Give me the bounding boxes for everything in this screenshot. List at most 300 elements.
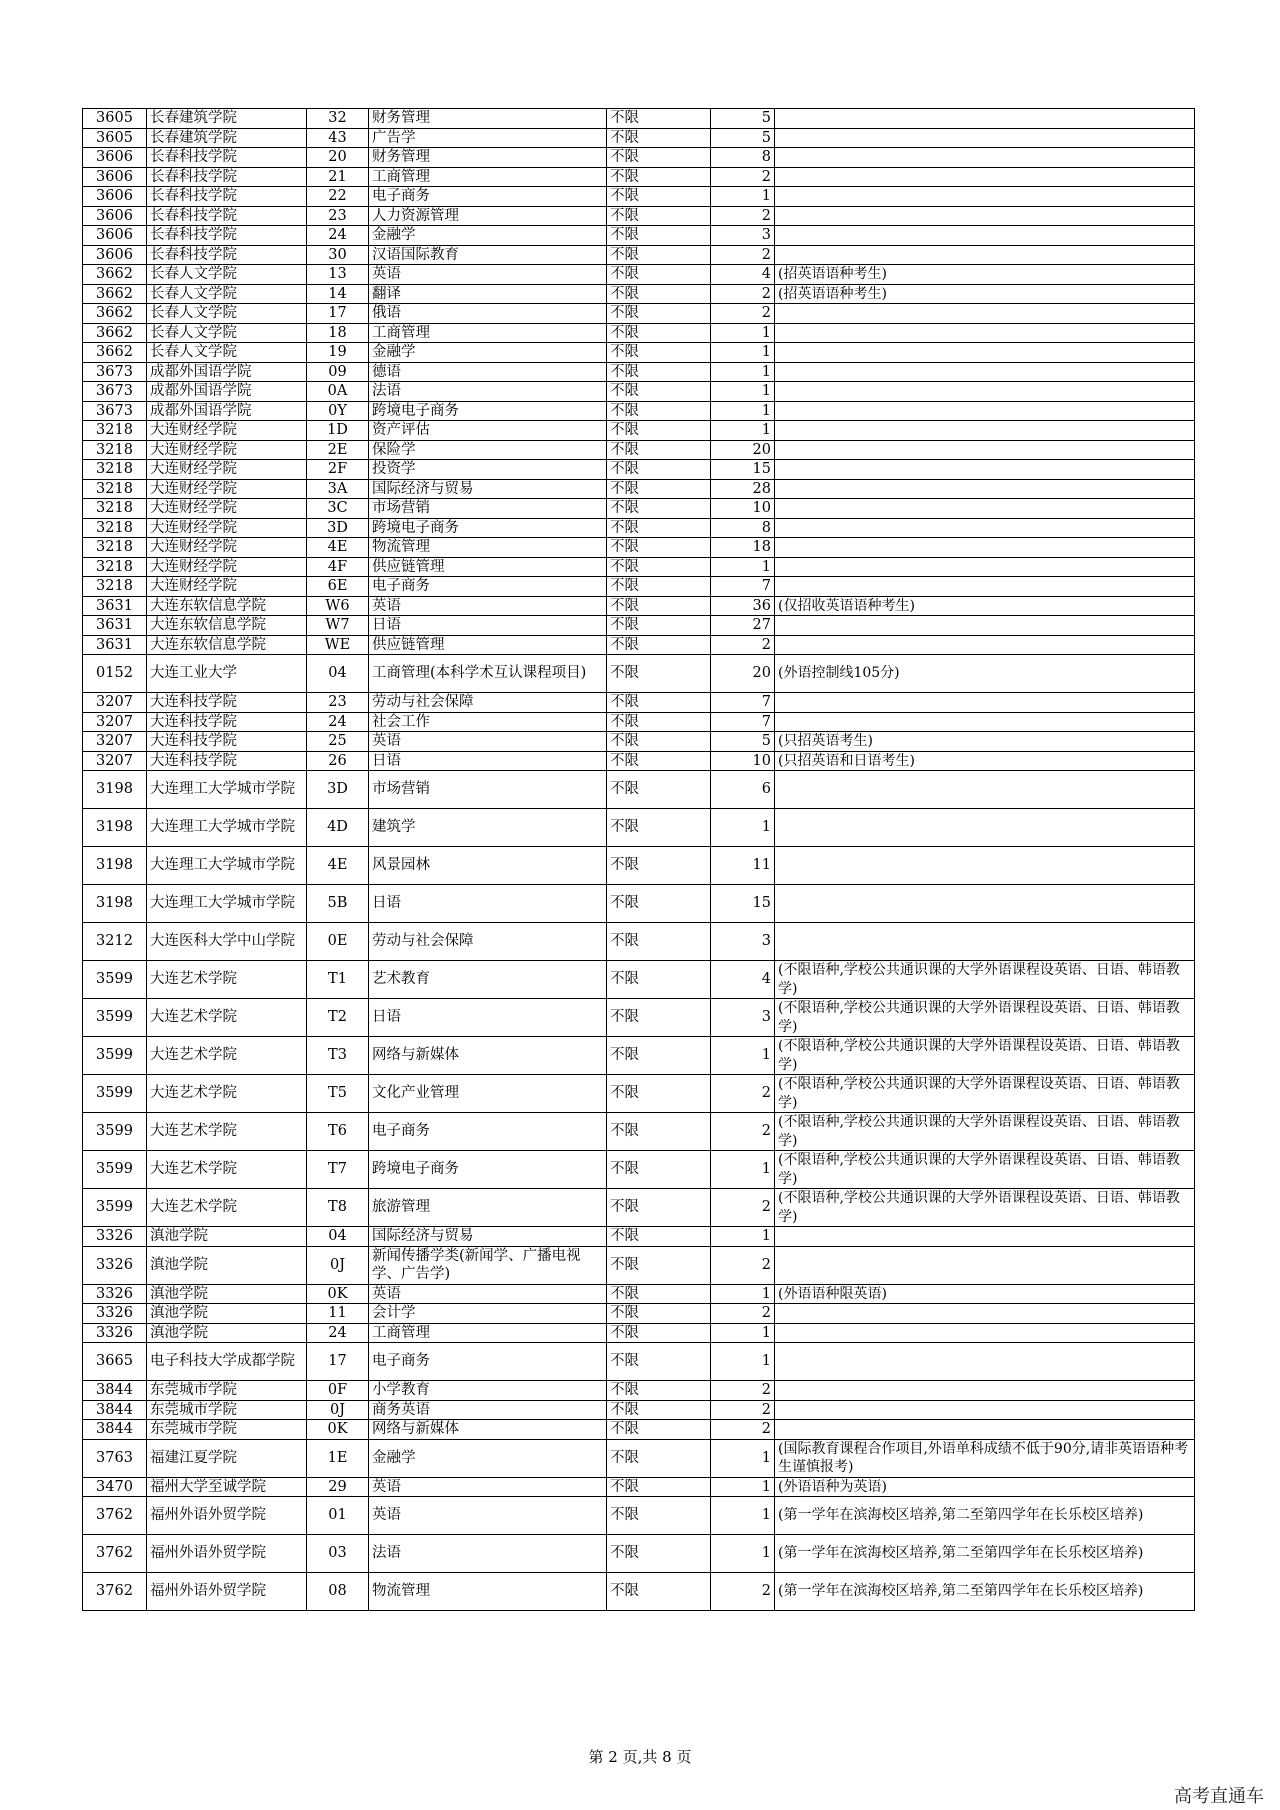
major-name-cell: 法语 <box>369 1535 607 1573</box>
school-name-cell: 电子科技大学成都学院 <box>147 1343 307 1381</box>
subject-requirement-cell: 不限 <box>607 771 711 809</box>
subject-requirement-cell: 不限 <box>607 440 711 460</box>
plan-count-cell: 8 <box>711 518 775 538</box>
school-code-cell: 3207 <box>83 732 147 752</box>
remarks-cell <box>775 1400 1195 1420</box>
major-name-cell: 劳动与社会保障 <box>369 693 607 713</box>
plan-count-cell: 1 <box>711 1284 775 1304</box>
remarks-cell <box>775 401 1195 421</box>
subject-requirement-cell: 不限 <box>607 1497 711 1535</box>
remarks-cell <box>775 479 1195 499</box>
subject-requirement-cell: 不限 <box>607 1284 711 1304</box>
school-name-cell: 大连艺术学院 <box>147 961 307 999</box>
table-row <box>83 401 1195 421</box>
subject-requirement-cell: 不限 <box>607 1075 711 1113</box>
plan-count-cell: 2 <box>711 1304 775 1324</box>
table-row <box>83 245 1195 265</box>
remarks-cell <box>775 323 1195 343</box>
table-row <box>83 148 1195 168</box>
table-row <box>83 343 1195 363</box>
major-name-cell: 日语 <box>369 885 607 923</box>
school-name-cell: 大连理工大学城市学院 <box>147 847 307 885</box>
school-code-cell: 3218 <box>83 421 147 441</box>
subject-requirement-cell: 不限 <box>607 167 711 187</box>
major-name-cell: 俄语 <box>369 304 607 324</box>
table-row <box>83 655 1195 693</box>
school-name-cell: 大连财经学院 <box>147 479 307 499</box>
remarks-cell <box>775 382 1195 402</box>
plan-count-cell: 1 <box>711 1343 775 1381</box>
subject-requirement-cell: 不限 <box>607 885 711 923</box>
subject-requirement-cell: 不限 <box>607 382 711 402</box>
major-name-cell: 英语 <box>369 265 607 285</box>
school-code-cell: 3673 <box>83 401 147 421</box>
subject-requirement-cell: 不限 <box>607 596 711 616</box>
remarks-cell: (不限语种,学校公共通识课的大学外语课程设英语、日语、韩语教学) <box>775 1037 1195 1075</box>
major-code-cell: 23 <box>307 693 369 713</box>
major-name-cell: 供应链管理 <box>369 635 607 655</box>
school-code-cell: 3599 <box>83 999 147 1037</box>
school-code-cell: 3198 <box>83 885 147 923</box>
subject-requirement-cell: 不限 <box>607 187 711 207</box>
major-code-cell: 25 <box>307 732 369 752</box>
remarks-cell: (不限语种,学校公共通识课的大学外语课程设英语、日语、韩语教学) <box>775 1151 1195 1189</box>
school-code-cell: 3218 <box>83 440 147 460</box>
table-row <box>83 732 1195 752</box>
plan-count-cell: 2 <box>711 245 775 265</box>
remarks-cell <box>775 1420 1195 1440</box>
remarks-cell <box>775 167 1195 187</box>
plan-count-cell: 8 <box>711 148 775 168</box>
table-row <box>83 847 1195 885</box>
subject-requirement-cell: 不限 <box>607 1420 711 1440</box>
major-code-cell: T2 <box>307 999 369 1037</box>
major-name-cell: 市场营销 <box>369 499 607 519</box>
school-name-cell: 长春科技学院 <box>147 167 307 187</box>
plan-count-cell: 2 <box>711 1189 775 1227</box>
subject-requirement-cell: 不限 <box>607 1439 711 1477</box>
plan-count-cell: 1 <box>711 1037 775 1075</box>
school-name-cell: 滇池学院 <box>147 1246 307 1284</box>
table-row <box>83 499 1195 519</box>
plan-count-cell: 3 <box>711 923 775 961</box>
major-code-cell: 0A <box>307 382 369 402</box>
plan-count-cell: 2 <box>711 1246 775 1284</box>
school-name-cell: 大连医科大学中山学院 <box>147 923 307 961</box>
table-row <box>83 1189 1195 1227</box>
subject-requirement-cell: 不限 <box>607 1573 711 1611</box>
subject-requirement-cell: 不限 <box>607 1323 711 1343</box>
major-name-cell: 旅游管理 <box>369 1189 607 1227</box>
subject-requirement-cell: 不限 <box>607 1304 711 1324</box>
major-name-cell: 德语 <box>369 362 607 382</box>
school-code-cell: 3762 <box>83 1535 147 1573</box>
major-name-cell: 英语 <box>369 732 607 752</box>
major-code-cell: 0J <box>307 1246 369 1284</box>
school-name-cell: 大连东软信息学院 <box>147 616 307 636</box>
remarks-cell <box>775 421 1195 441</box>
subject-requirement-cell: 不限 <box>607 712 711 732</box>
remarks-cell: (仅招收英语语种考生) <box>775 596 1195 616</box>
subject-requirement-cell: 不限 <box>607 265 711 285</box>
subject-requirement-cell: 不限 <box>607 1535 711 1573</box>
school-name-cell: 大连东软信息学院 <box>147 596 307 616</box>
remarks-cell <box>775 693 1195 713</box>
major-code-cell: 24 <box>307 1323 369 1343</box>
table-row <box>83 596 1195 616</box>
table-row <box>83 440 1195 460</box>
school-name-cell: 大连艺术学院 <box>147 1037 307 1075</box>
subject-requirement-cell: 不限 <box>607 557 711 577</box>
subject-requirement-cell: 不限 <box>607 245 711 265</box>
plan-count-cell: 5 <box>711 732 775 752</box>
plan-count-cell: 2 <box>711 167 775 187</box>
major-code-cell: 2F <box>307 460 369 480</box>
plan-count-cell: 1 <box>711 362 775 382</box>
remarks-cell <box>775 499 1195 519</box>
school-name-cell: 长春人文学院 <box>147 284 307 304</box>
remarks-cell: (不限语种,学校公共通识课的大学外语课程设英语、日语、韩语教学) <box>775 1075 1195 1113</box>
major-name-cell: 电子商务 <box>369 187 607 207</box>
school-name-cell: 长春科技学院 <box>147 187 307 207</box>
plan-count-cell: 2 <box>711 304 775 324</box>
major-name-cell: 会计学 <box>369 1304 607 1324</box>
plan-count-cell: 1 <box>711 343 775 363</box>
major-code-cell: 0E <box>307 923 369 961</box>
plan-count-cell: 1 <box>711 1323 775 1343</box>
remarks-cell <box>775 1323 1195 1343</box>
major-code-cell: 29 <box>307 1477 369 1497</box>
major-code-cell: 21 <box>307 167 369 187</box>
plan-count-cell: 2 <box>711 1381 775 1401</box>
remarks-cell: (第一学年在滨海校区培养,第二至第四学年在长乐校区培养) <box>775 1573 1195 1611</box>
subject-requirement-cell: 不限 <box>607 1381 711 1401</box>
table-row <box>83 1439 1195 1477</box>
major-code-cell: 17 <box>307 1343 369 1381</box>
plan-count-cell: 7 <box>711 693 775 713</box>
school-code-cell: 3763 <box>83 1439 147 1477</box>
plan-count-cell: 2 <box>711 1400 775 1420</box>
remarks-cell <box>775 557 1195 577</box>
table-row <box>83 1343 1195 1381</box>
major-name-cell: 电子商务 <box>369 1343 607 1381</box>
table-row <box>83 323 1195 343</box>
subject-requirement-cell: 不限 <box>607 1113 711 1151</box>
enrollment-table <box>82 108 1195 1611</box>
plan-count-cell: 2 <box>711 1113 775 1151</box>
major-name-cell: 英语 <box>369 596 607 616</box>
subject-requirement-cell: 不限 <box>607 847 711 885</box>
table-row <box>83 284 1195 304</box>
school-code-cell: 3326 <box>83 1227 147 1247</box>
school-name-cell: 大连工业大学 <box>147 655 307 693</box>
school-name-cell: 成都外国语学院 <box>147 382 307 402</box>
subject-requirement-cell: 不限 <box>607 343 711 363</box>
school-code-cell: 3631 <box>83 616 147 636</box>
major-code-cell: T1 <box>307 961 369 999</box>
remarks-cell <box>775 847 1195 885</box>
major-name-cell: 日语 <box>369 999 607 1037</box>
table-row <box>83 885 1195 923</box>
major-code-cell: T6 <box>307 1113 369 1151</box>
major-code-cell: 18 <box>307 323 369 343</box>
major-name-cell: 国际经济与贸易 <box>369 479 607 499</box>
major-code-cell: 24 <box>307 712 369 732</box>
major-code-cell: 4D <box>307 809 369 847</box>
plan-count-cell: 15 <box>711 460 775 480</box>
remarks-cell: (只招英语和日语考生) <box>775 751 1195 771</box>
school-code-cell: 3218 <box>83 538 147 558</box>
plan-count-cell: 5 <box>711 128 775 148</box>
school-name-cell: 大连艺术学院 <box>147 1151 307 1189</box>
school-name-cell: 福州外语外贸学院 <box>147 1535 307 1573</box>
subject-requirement-cell: 不限 <box>607 304 711 324</box>
school-code-cell: 3470 <box>83 1477 147 1497</box>
remarks-cell <box>775 538 1195 558</box>
watermark-logo-text: 高考直通车 <box>1174 1786 1264 1807</box>
remarks-cell: (外语语种为英语) <box>775 1477 1195 1497</box>
remarks-cell: (不限语种,学校公共通识课的大学外语课程设英语、日语、韩语教学) <box>775 999 1195 1037</box>
table-row <box>83 809 1195 847</box>
plan-count-cell: 1 <box>711 1151 775 1189</box>
table-row <box>83 923 1195 961</box>
school-name-cell: 大连艺术学院 <box>147 1113 307 1151</box>
school-name-cell: 大连艺术学院 <box>147 1075 307 1113</box>
major-code-cell: 2E <box>307 440 369 460</box>
subject-requirement-cell: 不限 <box>607 693 711 713</box>
school-code-cell: 3844 <box>83 1400 147 1420</box>
school-code-cell: 3605 <box>83 109 147 129</box>
major-code-cell: 1D <box>307 421 369 441</box>
school-name-cell: 东莞城市学院 <box>147 1420 307 1440</box>
subject-requirement-cell: 不限 <box>607 323 711 343</box>
subject-requirement-cell: 不限 <box>607 655 711 693</box>
plan-count-cell: 20 <box>711 440 775 460</box>
school-name-cell: 大连财经学院 <box>147 440 307 460</box>
subject-requirement-cell: 不限 <box>607 1037 711 1075</box>
table-row <box>83 128 1195 148</box>
school-name-cell: 长春人文学院 <box>147 343 307 363</box>
subject-requirement-cell: 不限 <box>607 751 711 771</box>
school-name-cell: 滇池学院 <box>147 1323 307 1343</box>
school-code-cell: 3599 <box>83 1037 147 1075</box>
major-name-cell: 市场营销 <box>369 771 607 809</box>
major-code-cell: 01 <box>307 1497 369 1535</box>
plan-count-cell: 2 <box>711 1420 775 1440</box>
school-name-cell: 东莞城市学院 <box>147 1381 307 1401</box>
subject-requirement-cell: 不限 <box>607 1343 711 1381</box>
major-code-cell: W7 <box>307 616 369 636</box>
remarks-cell: (不限语种,学校公共通识课的大学外语课程设英语、日语、韩语教学) <box>775 1113 1195 1151</box>
major-code-cell: WE <box>307 635 369 655</box>
major-name-cell: 物流管理 <box>369 538 607 558</box>
school-code-cell: 3762 <box>83 1573 147 1611</box>
school-code-cell: 3844 <box>83 1381 147 1401</box>
plan-count-cell: 2 <box>711 1075 775 1113</box>
school-code-cell: 3662 <box>83 323 147 343</box>
major-name-cell: 工商管理 <box>369 1323 607 1343</box>
subject-requirement-cell: 不限 <box>607 362 711 382</box>
school-code-cell: 3218 <box>83 518 147 538</box>
remarks-cell <box>775 712 1195 732</box>
plan-count-cell: 1 <box>711 1227 775 1247</box>
plan-count-cell: 1 <box>711 1497 775 1535</box>
table-row <box>83 109 1195 129</box>
major-name-cell: 工商管理 <box>369 323 607 343</box>
plan-count-cell: 1 <box>711 557 775 577</box>
remarks-cell: (不限语种,学校公共通识课的大学外语课程设英语、日语、韩语教学) <box>775 1189 1195 1227</box>
school-name-cell: 大连财经学院 <box>147 460 307 480</box>
remarks-cell <box>775 109 1195 129</box>
school-code-cell: 3606 <box>83 148 147 168</box>
remarks-cell <box>775 635 1195 655</box>
table-row <box>83 518 1195 538</box>
remarks-cell <box>775 343 1195 363</box>
school-name-cell: 长春建筑学院 <box>147 109 307 129</box>
major-code-cell: 6E <box>307 577 369 597</box>
school-code-cell: 3599 <box>83 1189 147 1227</box>
school-code-cell: 3662 <box>83 265 147 285</box>
remarks-cell: (国际教育课程合作项目,外语单科成绩不低于90分,请非英语语种考生谨慎报考) <box>775 1439 1195 1477</box>
table-row <box>83 1304 1195 1324</box>
remarks-cell <box>775 460 1195 480</box>
school-name-cell: 大连理工大学城市学院 <box>147 885 307 923</box>
school-name-cell: 滇池学院 <box>147 1304 307 1324</box>
school-name-cell: 大连财经学院 <box>147 499 307 519</box>
major-name-cell: 社会工作 <box>369 712 607 732</box>
major-name-cell: 金融学 <box>369 1439 607 1477</box>
major-name-cell: 英语 <box>369 1477 607 1497</box>
school-name-cell: 长春科技学院 <box>147 148 307 168</box>
school-code-cell: 3207 <box>83 712 147 732</box>
table-row <box>83 1420 1195 1440</box>
major-code-cell: 08 <box>307 1573 369 1611</box>
major-code-cell: 04 <box>307 655 369 693</box>
major-name-cell: 财务管理 <box>369 148 607 168</box>
major-name-cell: 艺术教育 <box>369 961 607 999</box>
school-code-cell: 3198 <box>83 771 147 809</box>
major-code-cell: T7 <box>307 1151 369 1189</box>
school-code-cell: 3631 <box>83 596 147 616</box>
table-row <box>83 577 1195 597</box>
table-row <box>83 187 1195 207</box>
school-code-cell: 3606 <box>83 206 147 226</box>
school-code-cell: 3606 <box>83 226 147 246</box>
table-row <box>83 961 1195 999</box>
remarks-cell <box>775 771 1195 809</box>
school-code-cell: 3844 <box>83 1420 147 1440</box>
remarks-cell <box>775 206 1195 226</box>
table-row <box>83 421 1195 441</box>
table-row <box>83 304 1195 324</box>
school-code-cell: 3673 <box>83 382 147 402</box>
table-row <box>83 557 1195 577</box>
school-code-cell: 3606 <box>83 167 147 187</box>
major-name-cell: 商务英语 <box>369 1400 607 1420</box>
school-code-cell: 3326 <box>83 1284 147 1304</box>
school-code-cell: 3605 <box>83 128 147 148</box>
major-code-cell: 09 <box>307 362 369 382</box>
remarks-cell <box>775 362 1195 382</box>
school-name-cell: 长春科技学院 <box>147 206 307 226</box>
major-name-cell: 文化产业管理 <box>369 1075 607 1113</box>
major-code-cell: 19 <box>307 343 369 363</box>
subject-requirement-cell: 不限 <box>607 499 711 519</box>
remarks-cell <box>775 226 1195 246</box>
major-code-cell: W6 <box>307 596 369 616</box>
subject-requirement-cell: 不限 <box>607 148 711 168</box>
school-code-cell: 3326 <box>83 1323 147 1343</box>
major-name-cell: 工商管理(本科学术互认课程项目) <box>369 655 607 693</box>
subject-requirement-cell: 不限 <box>607 809 711 847</box>
subject-requirement-cell: 不限 <box>607 421 711 441</box>
plan-count-cell: 20 <box>711 655 775 693</box>
school-name-cell: 大连财经学院 <box>147 518 307 538</box>
major-name-cell: 新闻传播学类(新闻学、广播电视学、广告学) <box>369 1246 607 1284</box>
school-name-cell: 大连东软信息学院 <box>147 635 307 655</box>
major-name-cell: 网络与新媒体 <box>369 1420 607 1440</box>
plan-count-cell: 4 <box>711 265 775 285</box>
subject-requirement-cell: 不限 <box>607 1189 711 1227</box>
subject-requirement-cell: 不限 <box>607 479 711 499</box>
major-name-cell: 风景园林 <box>369 847 607 885</box>
school-name-cell: 滇池学院 <box>147 1227 307 1247</box>
major-name-cell: 金融学 <box>369 343 607 363</box>
major-code-cell: 4F <box>307 557 369 577</box>
remarks-cell: (外语控制线105分) <box>775 655 1195 693</box>
plan-count-cell: 18 <box>711 538 775 558</box>
school-code-cell: 3207 <box>83 693 147 713</box>
table-row <box>83 1400 1195 1420</box>
school-code-cell: 3207 <box>83 751 147 771</box>
subject-requirement-cell: 不限 <box>607 460 711 480</box>
subject-requirement-cell: 不限 <box>607 732 711 752</box>
subject-requirement-cell: 不限 <box>607 999 711 1037</box>
table-row <box>83 167 1195 187</box>
subject-requirement-cell: 不限 <box>607 1477 711 1497</box>
school-name-cell: 成都外国语学院 <box>147 362 307 382</box>
major-code-cell: 04 <box>307 1227 369 1247</box>
table-row <box>83 1323 1195 1343</box>
school-name-cell: 大连财经学院 <box>147 538 307 558</box>
remarks-cell <box>775 577 1195 597</box>
school-name-cell: 东莞城市学院 <box>147 1400 307 1420</box>
school-name-cell: 大连艺术学院 <box>147 1189 307 1227</box>
major-code-cell: 5B <box>307 885 369 923</box>
plan-count-cell: 4 <box>711 961 775 999</box>
school-code-cell: 3326 <box>83 1304 147 1324</box>
school-code-cell: 3218 <box>83 460 147 480</box>
major-code-cell: 30 <box>307 245 369 265</box>
school-code-cell: 3599 <box>83 1113 147 1151</box>
plan-count-cell: 27 <box>711 616 775 636</box>
remarks-cell <box>775 923 1195 961</box>
plan-count-cell: 1 <box>711 1439 775 1477</box>
major-name-cell: 日语 <box>369 751 607 771</box>
subject-requirement-cell: 不限 <box>607 1246 711 1284</box>
major-name-cell: 小学教育 <box>369 1381 607 1401</box>
table-row <box>83 999 1195 1037</box>
major-code-cell: 20 <box>307 148 369 168</box>
table-row <box>83 1151 1195 1189</box>
major-name-cell: 金融学 <box>369 226 607 246</box>
table-row <box>83 226 1195 246</box>
subject-requirement-cell: 不限 <box>607 635 711 655</box>
major-name-cell: 跨境电子商务 <box>369 518 607 538</box>
remarks-cell: (只招英语考生) <box>775 732 1195 752</box>
table-row <box>83 206 1195 226</box>
subject-requirement-cell: 不限 <box>607 226 711 246</box>
